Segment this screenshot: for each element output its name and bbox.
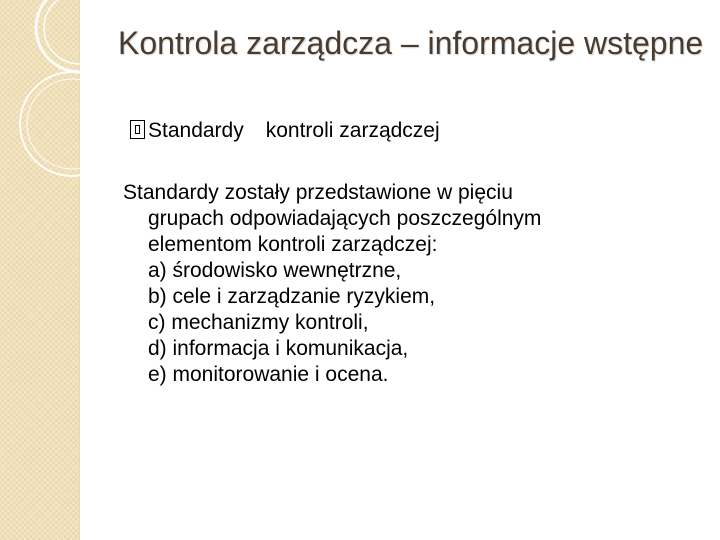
body-line: grupach odpowiadających poszczególnym [148, 207, 542, 230]
list-item-c: c) mechanizmy kontroli, [148, 311, 369, 334]
list-item-b: b) cele i zarządzanie ryzykiem, [148, 285, 436, 308]
subheading-word-standardy: Standardy [148, 119, 244, 142]
subheading-rest: kontroli zarządczej [265, 119, 440, 142]
slide-title: Kontrola zarządcza – informacje wstępne [118, 25, 704, 61]
body-paragraph [123, 180, 693, 388]
list-item-a: a) środowisko wewnętrzne, [148, 259, 402, 282]
body-line: Standardy zostały przedstawione w pięciu [123, 181, 513, 204]
body-line: elementom kontroli zarządczej: [148, 233, 438, 256]
list-item-e: e) monitorowanie i ocena. [148, 363, 389, 386]
subheading [130, 118, 440, 144]
missing-glyph-box-icon [130, 120, 145, 139]
list-item-d: d) informacja i komunikacja, [148, 337, 409, 360]
